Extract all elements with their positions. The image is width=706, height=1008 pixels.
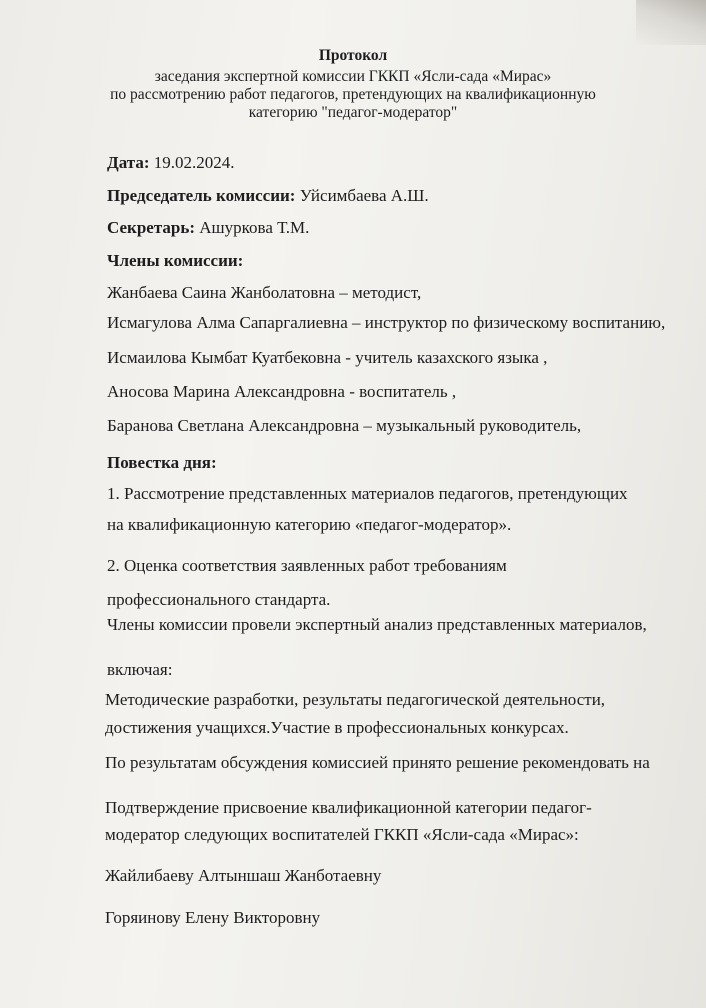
chair-row [107, 186, 429, 206]
teacher-name: Горяинову Елену Викторовну [105, 908, 321, 927]
chair-value: Уйсимбаева А.Ш. [295, 186, 429, 205]
secretary-row [107, 218, 309, 238]
analysis-line-2: включая: [107, 660, 173, 679]
member-item: Исмагулова Алма Сапаргалиевна – инструктор по физическому воспитанию, [107, 313, 666, 332]
member-item: Исмаилова Кымбат Куатбековна - учитель казахского языка , [107, 348, 548, 367]
member-item: Аносова Марина Александровна - воспитатель , [107, 382, 457, 401]
materials-line-2: достижения учащихся.Участие в профессиональных конкурсах. [105, 718, 569, 737]
document-title: Протокол [318, 47, 388, 64]
secretary-label: Секретарь: [107, 218, 195, 237]
agenda-item-1-line-1: 1. Рассмотрение представленных материалов педагогов, претендующих [107, 484, 628, 503]
member-item: Жанбаева Саина Жанболатовна – методист, [107, 283, 422, 302]
document-subtitle-line-3: категорию "педагог-модератор" [248, 104, 458, 121]
teacher-name: Жайлибаеву Алтыншаш Жанботаевну [105, 866, 382, 885]
confirm-line-1: Подтверждение присвоение квалификационной категории педагог- [105, 798, 592, 817]
decision-line: По результатам обсуждения комиссией принято решение рекомендовать на [105, 753, 650, 772]
agenda-item-2-line-1: 2. Оценка соответствия заявленных работ требованиям [107, 556, 507, 575]
page-corner-shadow [636, 0, 706, 45]
date-row [107, 153, 234, 173]
member-item: Баранова Светлана Александровна – музыкальный руководитель, [107, 416, 582, 435]
date-label: Дата: [107, 153, 150, 172]
agenda-item-1-line-2: на квалификационную категорию «педагог-модератор». [107, 515, 512, 534]
confirm-line-2: модератор следующих воспитателей ГККП «Ясли-сада «Мирас»: [105, 825, 579, 844]
agenda-item-2-line-2: профессионального стандарта. [107, 590, 331, 609]
document-subtitle-line-2: по рассмотрению работ педагогов, претендующих на квалификационную [110, 86, 596, 103]
document-subtitle-line-1: заседания экспертной комиссии ГККП «Ясли-сада «Мирас» [154, 68, 552, 85]
agenda-label: Повестка дня: [107, 453, 217, 472]
members-label: Члены комиссии: [107, 251, 244, 270]
date-value: 19.02.2024. [149, 153, 235, 172]
analysis-line-1: Члены комиссии провели экспертный анализ представленных материалов, [107, 615, 647, 634]
materials-line-1: Методические разработки, результаты педагогической деятельности, [105, 690, 606, 709]
chair-label: Председатель комиссии: [107, 186, 296, 205]
secretary-value: Ашуркова Т.М. [195, 218, 310, 237]
